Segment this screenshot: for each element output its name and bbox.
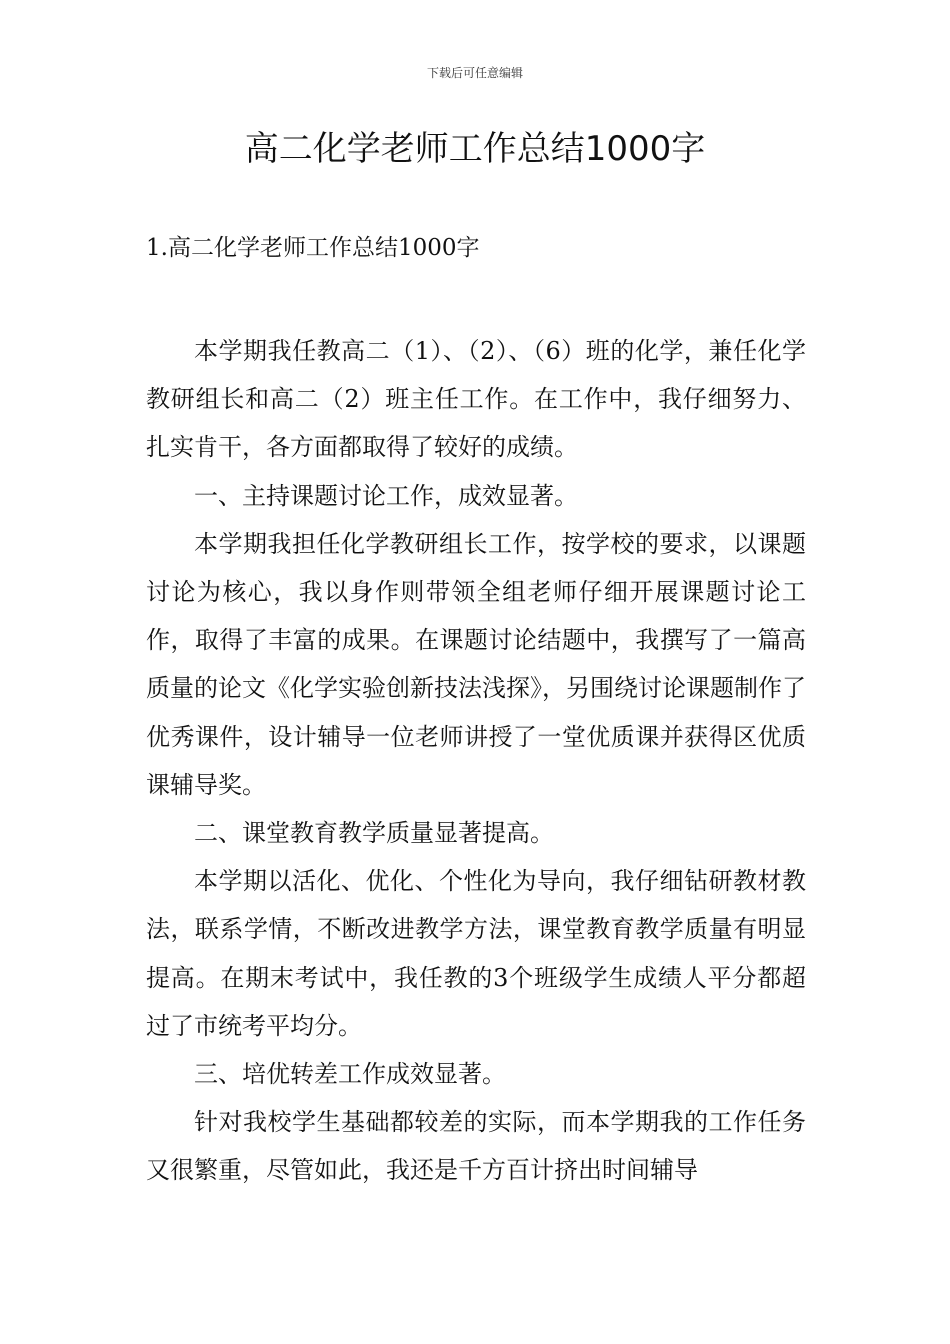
heading-section-1: 一、主持课题讨论工作，成效显著。 — [194, 481, 578, 510]
document-body — [146, 327, 806, 1195]
document-title: 高二化学老师工作总结1000字 — [244, 129, 706, 169]
paragraph-section-3: 针对我校学生基础都较差的实际，而本学期我的工作任务又很繁重，尽管如此，我还是千方百计挤出时间辅导 — [146, 1108, 806, 1185]
heading-section-2: 二、课堂教育教学质量显著提高。 — [194, 819, 554, 848]
header-note: 下载后可任意编辑 — [426, 66, 523, 80]
paragraph-intro: 本学期我任教高二（1）、（2）、（6）班的化学，兼任化学教研组长和高二（2）班主任工作。在工作中，我仔细努力、扎实肯干，各方面都取得了较好的成绩。 — [146, 337, 806, 462]
paragraph-section-2: 本学期以活化、优化、个性化为导向，我仔细钻研教材教法，联系学情，不断改进教学方法，课堂教育教学质量有明显提高。在期末考试中，我任教的3个班级学生成绩人平分都超过了市统考平均分。 — [146, 867, 806, 1040]
heading-section-3: 三、培优转差工作成效显著。 — [194, 1060, 506, 1089]
paragraph-section-1: 本学期我担任化学教研组长工作，按学校的要求，以课题讨论为核心，我以身作则带领全组老师仔细开展课题讨论工作，取得了丰富的成果。在课题讨论结题中，我撰写了一篇高质量的论文《化学实验创新技法浅探》，另围绕讨论课题制作了优秀课件，设计辅导一位老师讲授了一堂优质课并获得区优质课辅导奖。 — [146, 529, 806, 799]
section-subtitle: 1.高二化学老师工作总结1000字 — [146, 235, 480, 261]
